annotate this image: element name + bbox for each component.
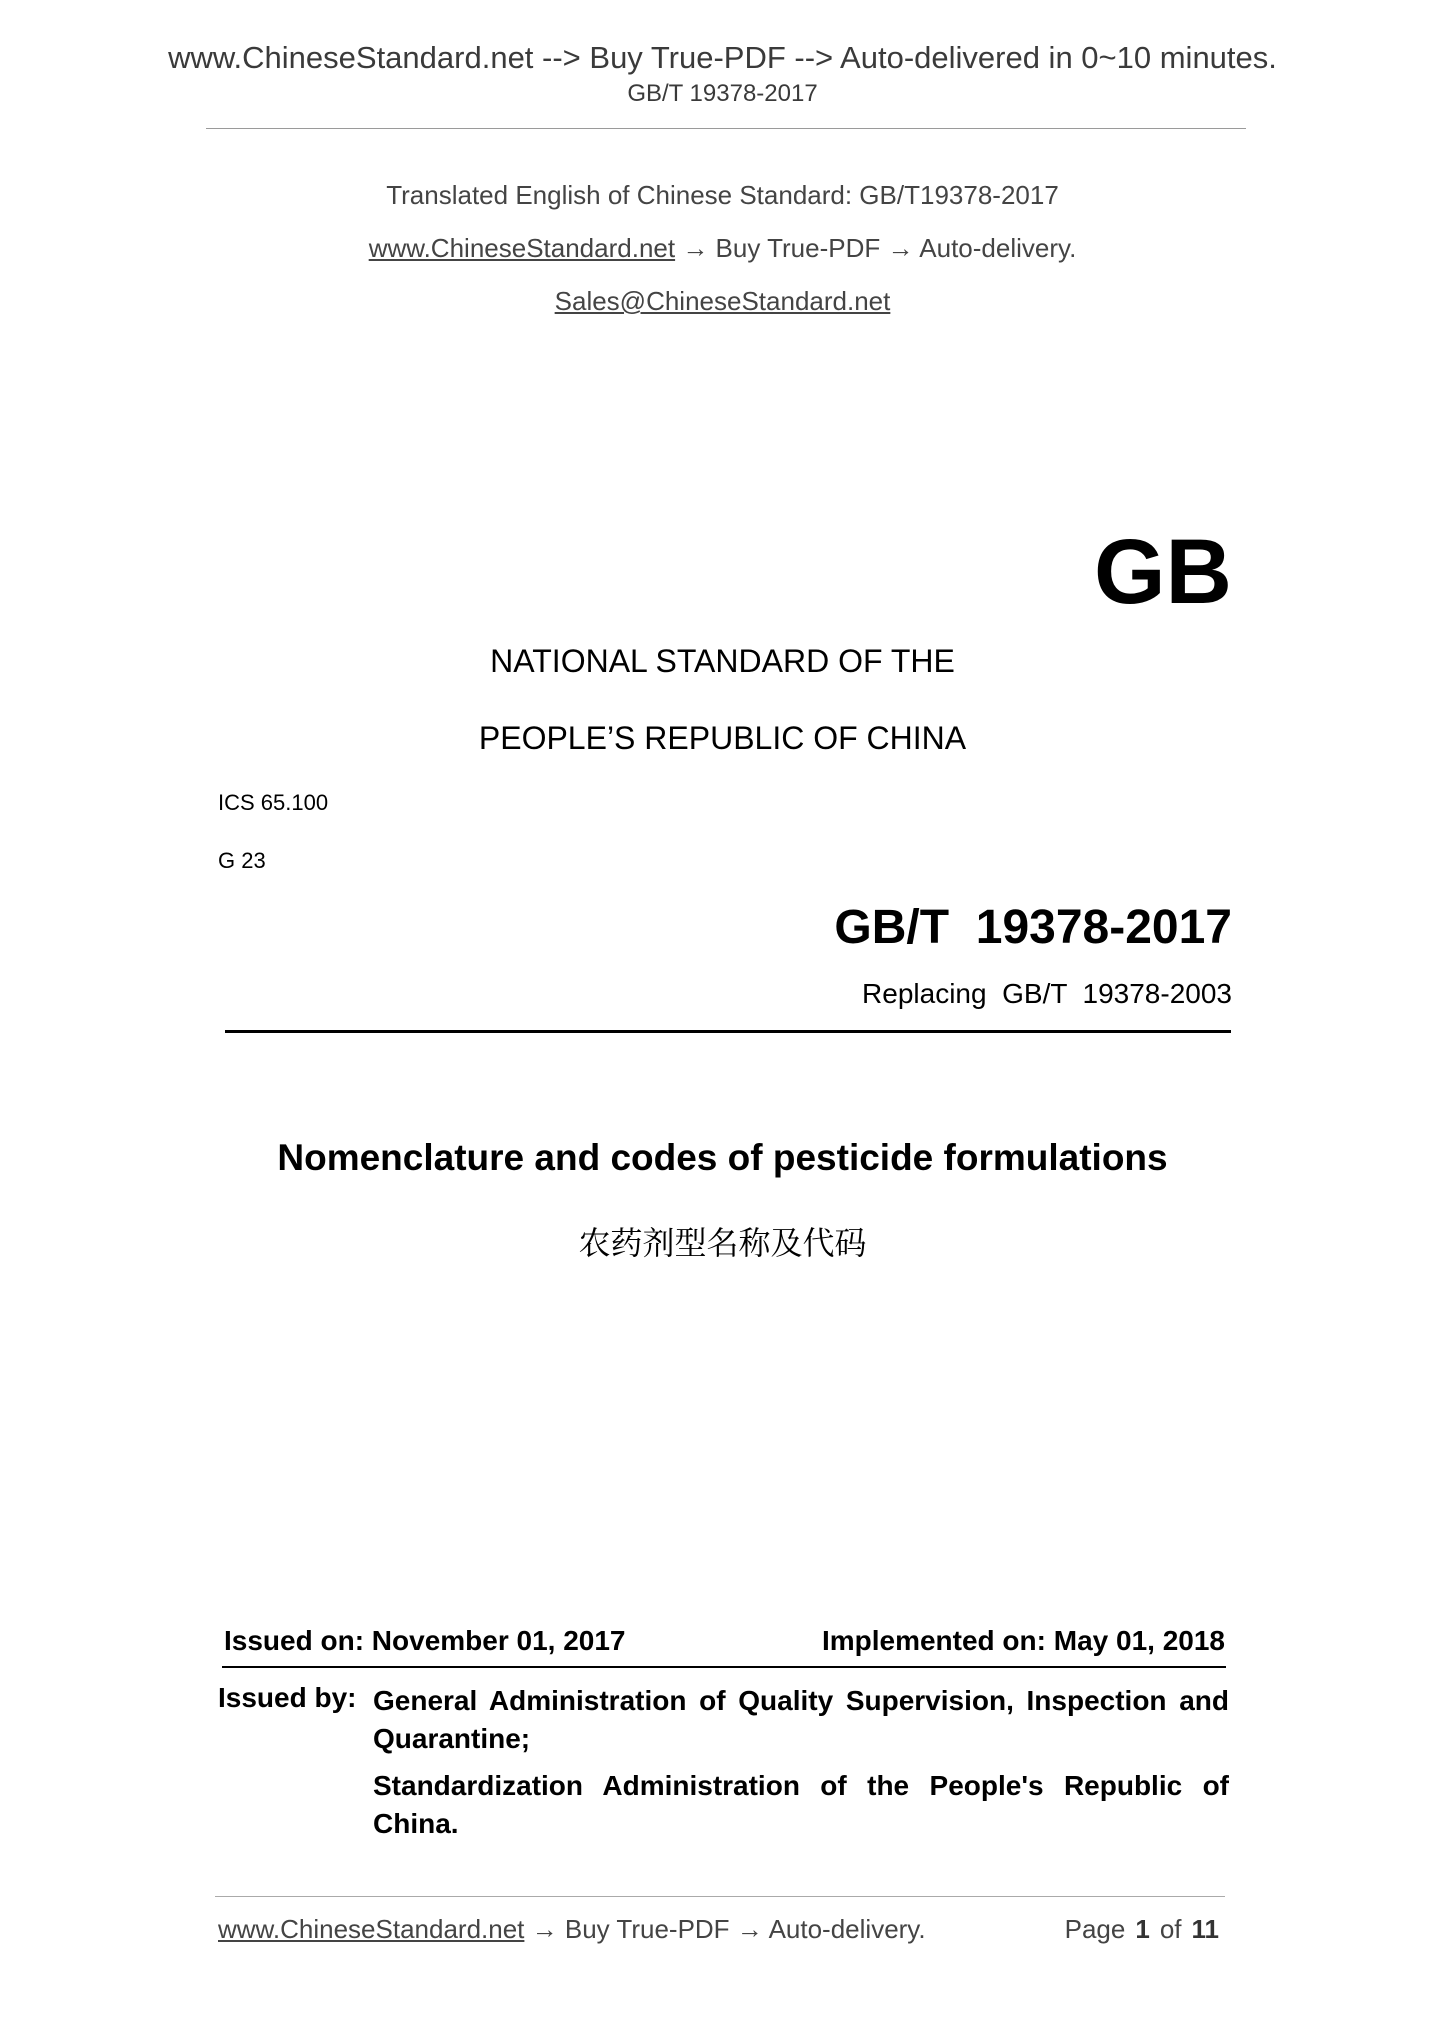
page-total: 11 (1191, 1914, 1219, 1944)
cover-divider (225, 1030, 1231, 1033)
footer-divider (215, 1896, 1225, 1897)
issuer-2: Standardization Administration of the People's Republic of China. (373, 1770, 1229, 1839)
page-of: of (1159, 1914, 1182, 1944)
sales-email-link[interactable]: Sales@ChineseStandard.net (554, 286, 891, 316)
dates-divider (222, 1666, 1226, 1668)
issued-on-date: Issued on: November 01, 2017 (224, 1625, 626, 1656)
sales-email-line (0, 286, 1445, 317)
issued-by-label: Issued by: (218, 1682, 357, 1713)
footer-buy-text: → Buy True-PDF → Auto-delivery. (524, 1914, 926, 1944)
header-standard-code: GB/T 19378-2017 (627, 80, 818, 107)
ics-code: ICS 65.100 (218, 790, 329, 815)
replacing-standard: Replacing GB/T 19378-2003 (862, 978, 1232, 1009)
national-standard-line2: PEOPLE’S REPUBLIC OF CHINA (478, 720, 967, 756)
page-current: 1 (1135, 1914, 1150, 1944)
buy-line (0, 233, 1445, 264)
header-divider (206, 128, 1246, 129)
site-link[interactable]: www.ChineseStandard.net (368, 233, 676, 263)
footer-site-link[interactable]: www.ChineseStandard.net (218, 1914, 525, 1944)
standard-number: GB/T 19378-2017 (834, 901, 1232, 954)
page-label: Page (1064, 1914, 1126, 1944)
translated-notice: Translated English of Chinese Standard: GB/T19378-2017 (386, 180, 1059, 210)
page-indicator (1065, 1914, 1219, 1945)
buy-text: → Buy True-PDF → Auto-delivery. (675, 233, 1077, 263)
title-chinese: 农药剂型名称及代码 (578, 1224, 867, 1262)
header-top-line: www.ChineseStandard.net --> Buy True-PDF --> Auto-delivered in 0~10 minutes. (168, 40, 1277, 75)
issuer-1: General Administration of Quality Supervision, Inspection and Quarantine; (373, 1685, 1229, 1754)
gb-logo: GB (1094, 521, 1232, 623)
footer-buy-line (218, 1914, 926, 1945)
national-standard-line1: NATIONAL STANDARD OF THE (490, 643, 955, 679)
ccs-code: G 23 (218, 848, 266, 873)
title-english: Nomenclature and codes of pesticide formulations (277, 1137, 1168, 1178)
implemented-on-date: Implemented on: May 01, 2018 (821, 1625, 1225, 1656)
